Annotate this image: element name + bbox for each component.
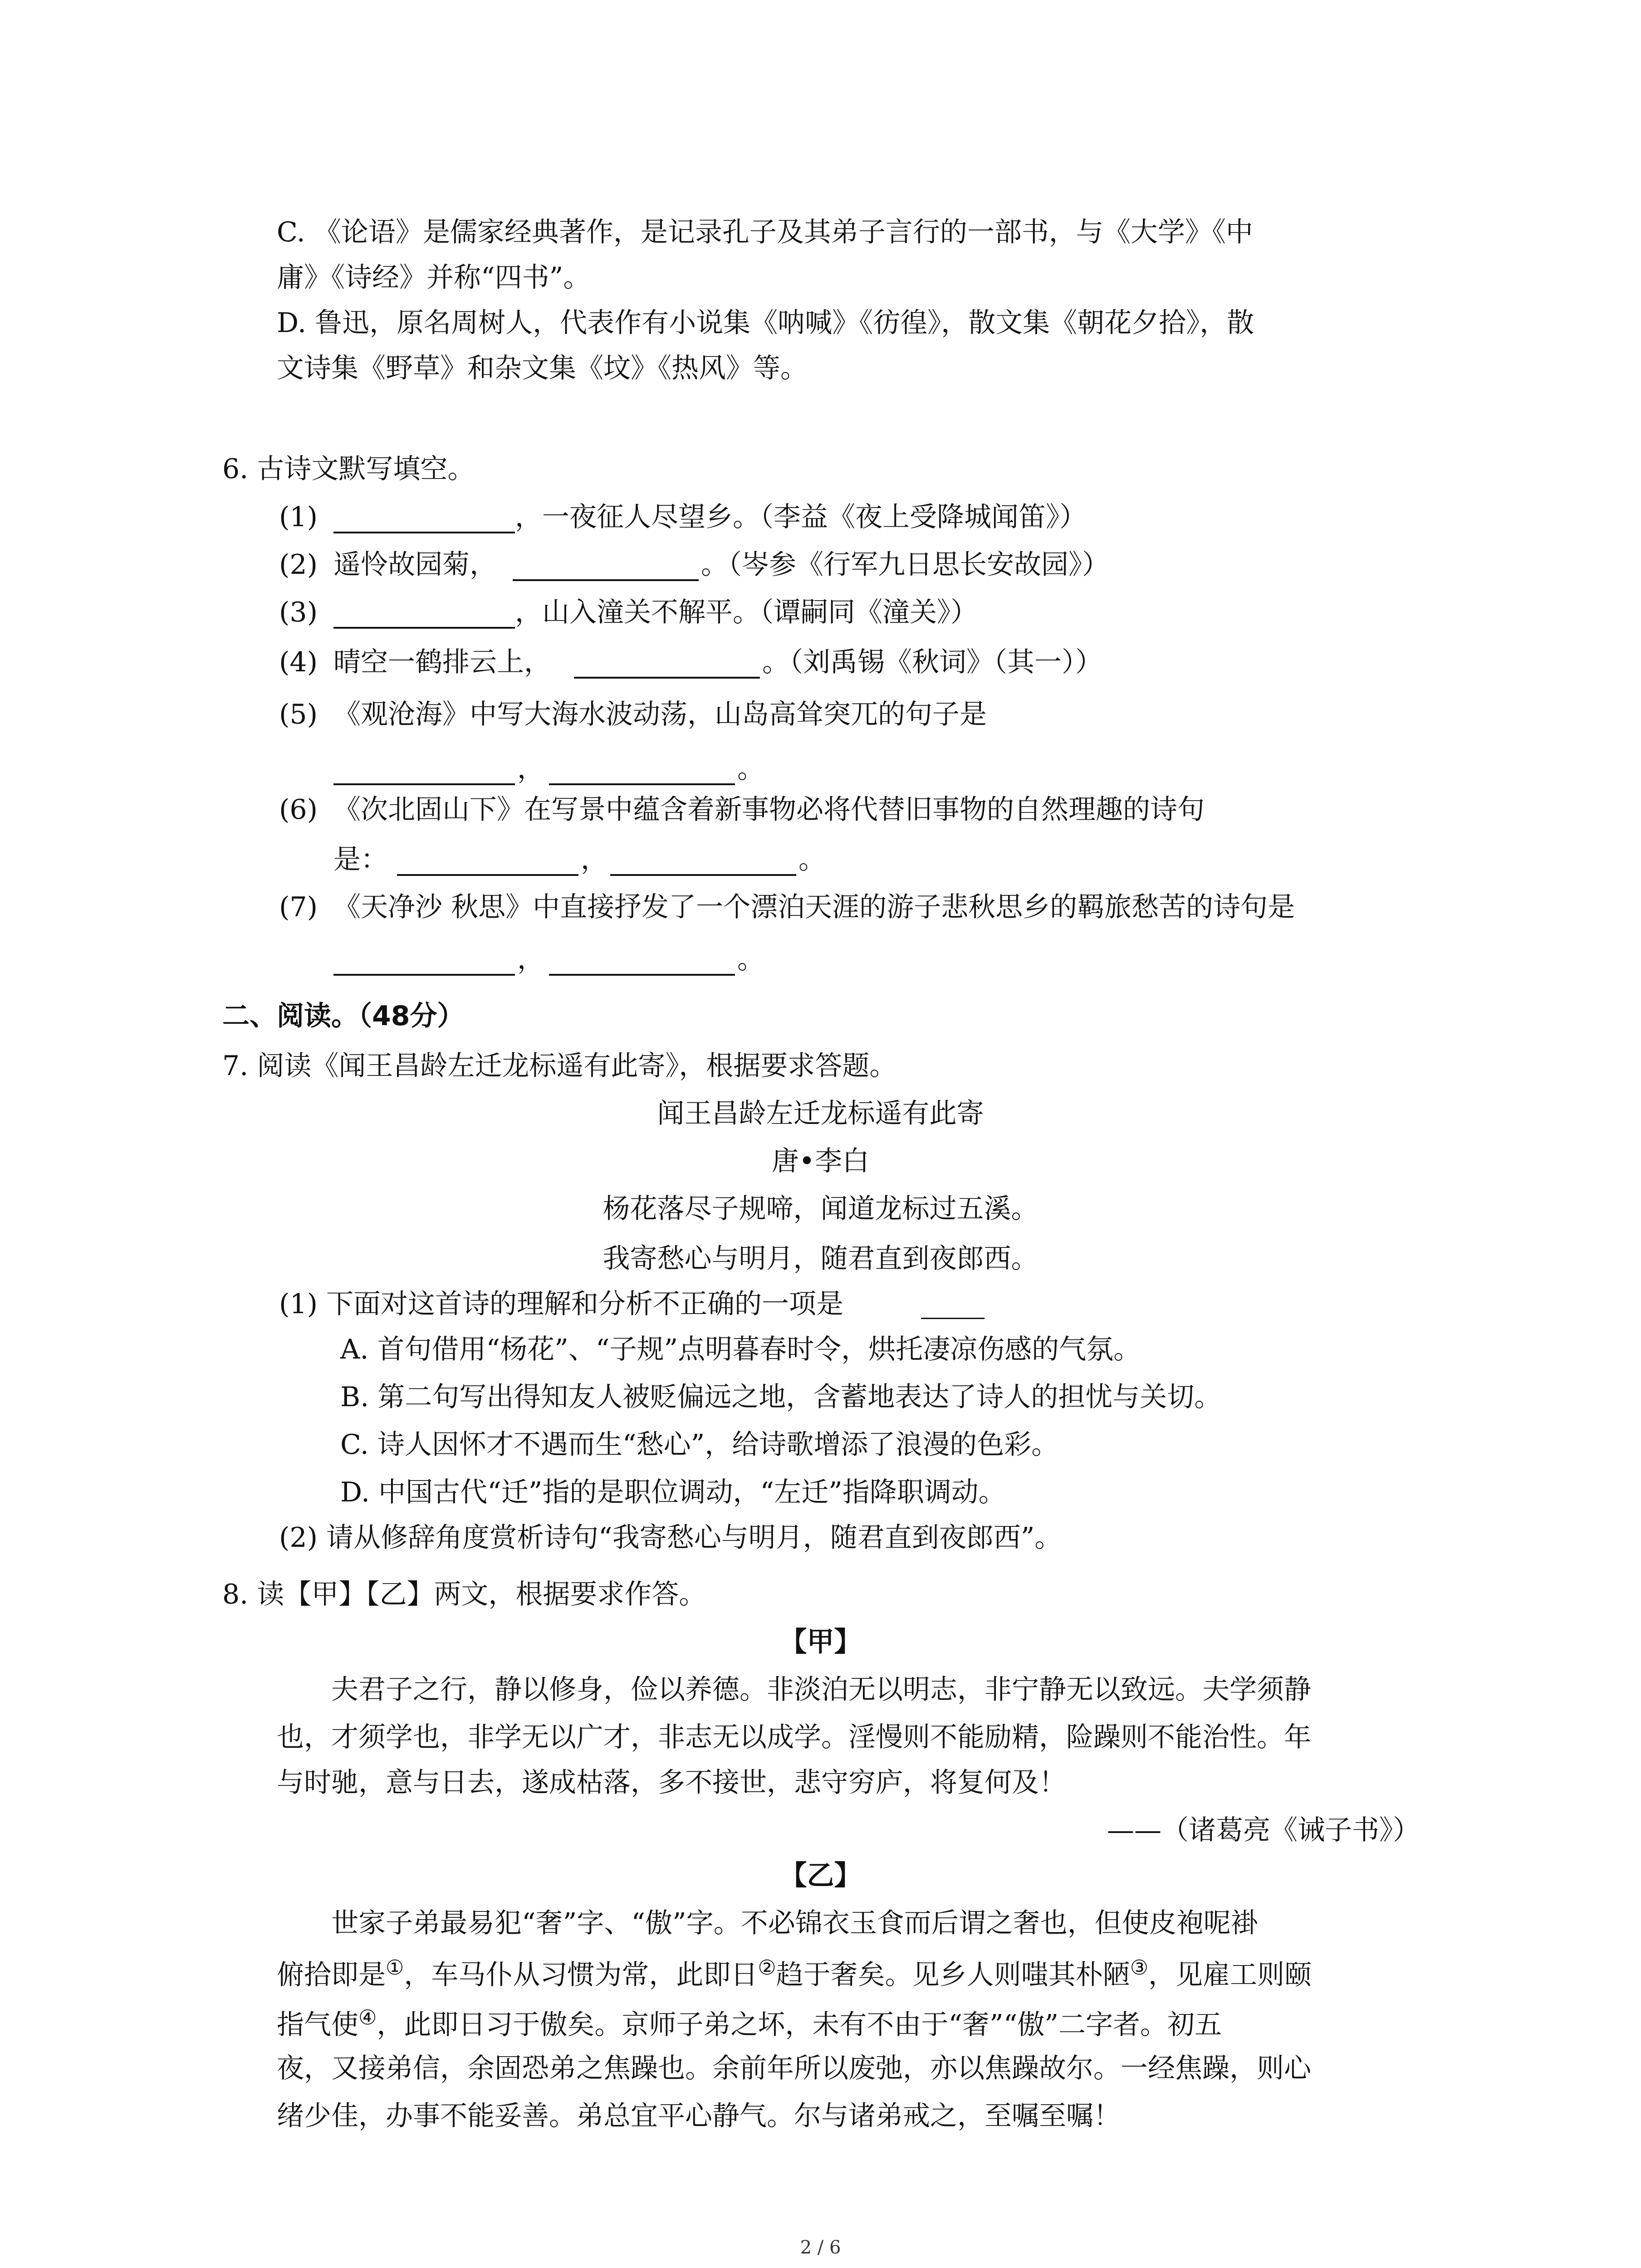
answer-blank[interactable] [333,627,515,629]
answer-blank[interactable] [574,677,760,679]
answer-blank[interactable] [549,974,735,976]
q5-option-c-line2: 庸》《诗经》并称“四书”。 [277,262,591,293]
answer-blank[interactable] [333,532,515,533]
poem-title: 闻王昌龄左迁龙标遥有此寄 [657,1098,984,1129]
q6-item-text: 《次北固山下》在写景中蕴含着新事物必将代替旧事物的自然理趣的诗句 [333,794,1205,826]
q6-item-number: (6) [279,794,318,826]
yi-text: ，此即日习于傲矣。京师子弟之坏，未有不由于“奢”“傲”二字者。初五 [377,2009,1222,2041]
jia-line: 夫君子之行，静以修身，俭以养德。非淡泊无以明志，非宁静无以致远。夫学须静 [331,1674,1311,1706]
answer-blank[interactable] [610,874,796,876]
answer-blank[interactable] [513,579,699,581]
period: 。 [737,943,764,975]
q5-option-d-line1: D. 鲁迅，原名周树人，代表作有小说集《呐喊》《彷徨》，散文集《朝花夕拾》，散 [277,307,1254,339]
q6-item-number: (4) [279,646,318,678]
q6-item-text: 《观沧海》中写大海水波动荡，山岛高耸突兀的句子是 [333,699,987,730]
poem-line: 我寄愁心与明月，随君直到夜郎西。 [603,1243,1038,1275]
q5-option-d-line2: 文诗集《野草》和杂文集《坟》《热风》等。 [277,352,808,384]
answer-blank[interactable] [549,783,735,785]
option-b: B. 第二句写出得知友人被贬偏远之地，含蓄地表达了诗人的担忧与关切。 [340,1381,1222,1413]
note-marker: ④ [358,2005,377,2029]
comma: ， [581,844,608,875]
q6-item-text: 是： [333,844,388,875]
q7-title: 7. 阅读《闻王昌龄左迁龙标遥有此寄》，根据要求答题。 [222,1050,897,1082]
q6-item-text: 晴空一鹤排云上， [333,646,551,678]
comma: ， [517,943,544,975]
q6-item-number: (3) [279,596,318,628]
yi-text: ，车马仆从习惯为常，此即日 [404,1959,758,1991]
yi-line: 绪少佳，办事不能妥善。弟总宜平心静气。尔与诸弟戒之，至嘱至嘱！ [277,2100,1121,2132]
note-marker: ③ [1130,1955,1149,1980]
q6-item-text: 《天净沙 秋思》中直接抒发了一个漂泊天涯的游子悲秋思乡的羁旅愁苦的诗句是 [333,891,1295,923]
page-number: 2 / 6 [800,2237,841,2258]
yi-text: ，见雇工则颐 [1148,1959,1312,1991]
answer-blank[interactable] [333,783,515,785]
passage-label-jia: 【甲】 [779,1626,862,1658]
q6-item-number: (7) [279,891,318,923]
q7-sub2: (2) 请从修辞角度赏析诗句“我寄愁心与明月，随君直到夜郎西”。 [279,1522,1062,1554]
q6-item-number: (1) [279,501,318,533]
section-heading: 二、阅读。（48分） [222,1000,465,1032]
q6-item-text: ，一夜征人尽望乡。（李益《夜上受降城闻笛》） [515,501,1087,533]
q8-title: 8. 读【甲】【乙】两文，根据要求作答。 [222,1579,706,1610]
yi-text: 趋于奢矣。见乡人则嗤其朴陋 [776,1959,1130,1991]
period: 。 [798,844,826,875]
jia-source: ——（诸葛亮《诫子书》） [1107,1814,1420,1846]
poem-author: 唐•李白 [771,1145,870,1177]
q7-sub1: (1) 下面对这首诗的理解和分析不正确的一项是 [279,1288,844,1320]
yi-line: 夜，又接弟信，余固恐弟之焦躁也。余前年所以废弛，亦以焦躁故尔。一经焦躁，则心 [277,2053,1311,2084]
option-c: C. 诗人因怀才不遇而生“愁心”，给诗歌增添了浪漫的色彩。 [340,1429,1059,1461]
yi-line [277,1957,1312,1989]
jia-line: 与时驰，意与日去，遂成枯落，多不接世，悲守穷庐，将复何及！ [277,1767,1066,1799]
note-marker: ① [386,1955,404,1980]
yi-text: 指气使 [277,2009,358,2041]
answer-blank[interactable] [397,874,578,876]
q6-item-text: ，山入潼关不解平。（谭嗣同《潼关》） [515,596,978,628]
yi-line [277,2005,1222,2041]
jia-line: 也，才须学也，非学无以广才，非志无以成学。淫慢则不能励精，险躁则不能治性。年 [277,1721,1311,1753]
answer-blank[interactable] [333,974,515,976]
q6-item-number: (5) [279,699,318,730]
q6-title: 6. 古诗文默写填空。 [222,453,475,485]
q5-option-c-line1: C. 《论语》是儒家经典著作，是记录孔子及其弟子言行的一部书，与《大学》《中 [277,216,1253,248]
note-marker: ② [758,1955,776,1980]
period: 。 [737,753,764,785]
passage-label-yi: 【乙】 [779,1860,862,1892]
option-d: D. 中国古代“迁”指的是职位调动，“左迁”指降职调动。 [340,1476,1006,1508]
q6-item-number: (2) [279,549,318,581]
q6-item-text: 。（岑参《行军九日思长安故园》） [701,549,1109,581]
yi-text: 俯拾即是 [277,1959,386,1991]
comma: ， [517,753,544,785]
q6-item-text: 遥怜故园菊， [333,549,497,581]
option-a: A. 首句借用“杨花”、“子规”点明暮春时令，烘托凄凉伤感的气氛。 [340,1334,1141,1365]
q6-item-text: 。（刘禹锡《秋词》（其一）） [762,646,1102,678]
poem-line: 杨花落尽子规啼，闻道龙标过五溪。 [603,1193,1038,1225]
yi-line: 世家子弟最易犯“奢”字、“傲”字。不必锦衣玉食而后谓之奢也，但使皮袍呢褂 [331,1907,1258,1939]
answer-blank[interactable] [921,1318,985,1319]
